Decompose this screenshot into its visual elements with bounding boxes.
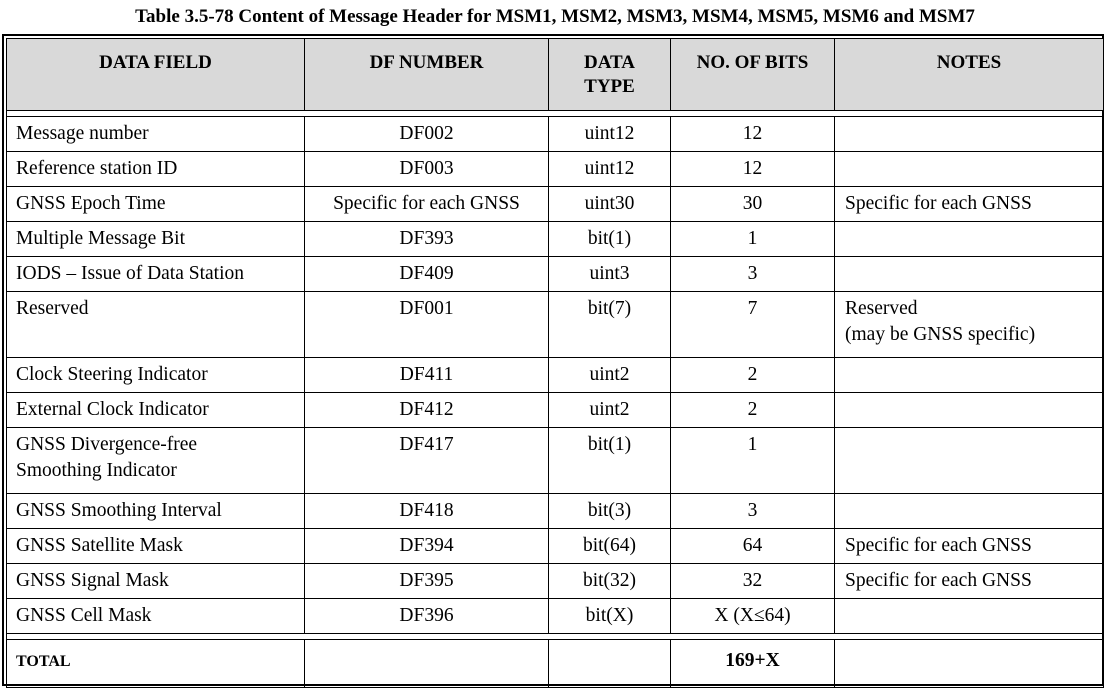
total-type xyxy=(549,640,671,688)
cell-df-number: DF417 xyxy=(305,428,549,494)
cell-data-field: Message number xyxy=(7,117,305,152)
table-row xyxy=(7,152,1104,187)
cell-data-type: bit(3) xyxy=(549,494,671,529)
table-row xyxy=(7,529,1104,564)
cell-notes xyxy=(835,222,1104,257)
cell-df-number: DF395 xyxy=(305,564,549,599)
cell-df-number: DF003 xyxy=(305,152,549,187)
cell-notes xyxy=(835,494,1104,529)
cell-df-number: DF409 xyxy=(305,257,549,292)
cell-data-field: Clock Steering Indicator xyxy=(7,358,305,393)
table-row xyxy=(7,292,1104,358)
table-caption: Table 3.5-78 Content of Message Header for MSM1, MSM2, MSM3, MSM4, MSM5, MSM6 and MSM7 xyxy=(135,6,975,27)
cell-notes xyxy=(835,599,1104,634)
cell-notes xyxy=(835,257,1104,292)
cell-data-field: Multiple Message Bit xyxy=(7,222,305,257)
cell-no-of-bits: 12 xyxy=(671,152,835,187)
cell-data-field: Reference station ID xyxy=(7,152,305,187)
table-row xyxy=(7,393,1104,428)
table-header-row xyxy=(7,39,1104,111)
table-row xyxy=(7,117,1104,152)
cell-data-type: bit(64) xyxy=(549,529,671,564)
cell-notes: Specific for each GNSS xyxy=(835,529,1104,564)
cell-data-type: uint12 xyxy=(549,152,671,187)
column-header-no-of-bits: NO. OF BITS xyxy=(671,39,835,111)
cell-df-number: Specific for each GNSS xyxy=(305,187,549,222)
cell-data-type: uint2 xyxy=(549,393,671,428)
cell-no-of-bits: 3 xyxy=(671,494,835,529)
cell-df-number: DF394 xyxy=(305,529,549,564)
cell-data-type: uint2 xyxy=(549,358,671,393)
cell-data-field: GNSS Epoch Time xyxy=(7,187,305,222)
table-row xyxy=(7,187,1104,222)
cell-notes xyxy=(835,117,1104,152)
cell-notes: Specific for each GNSS xyxy=(835,187,1104,222)
column-header-data-field: DATA FIELD xyxy=(7,39,305,111)
cell-data-type: bit(X) xyxy=(549,599,671,634)
cell-df-number: DF001 xyxy=(305,292,549,358)
cell-data-field: GNSS Cell Mask xyxy=(7,599,305,634)
table-row xyxy=(7,222,1104,257)
table-row xyxy=(7,564,1104,599)
cell-notes: Reserved (may be GNSS specific) xyxy=(835,292,1104,358)
cell-data-type: uint3 xyxy=(549,257,671,292)
message-header-table xyxy=(6,38,1104,688)
cell-data-field: GNSS Divergence-free Smoothing Indicator xyxy=(7,428,305,494)
cell-notes xyxy=(835,358,1104,393)
column-header-df-number: DF NUMBER xyxy=(305,39,549,111)
cell-df-number: DF393 xyxy=(305,222,549,257)
table-row xyxy=(7,599,1104,634)
cell-df-number: DF418 xyxy=(305,494,549,529)
table-row xyxy=(7,494,1104,529)
cell-data-field: External Clock Indicator xyxy=(7,393,305,428)
cell-data-type: uint12 xyxy=(549,117,671,152)
cell-data-type: bit(32) xyxy=(549,564,671,599)
cell-data-field: IODS – Issue of Data Station xyxy=(7,257,305,292)
column-header-notes: NOTES xyxy=(835,39,1104,111)
cell-no-of-bits: 32 xyxy=(671,564,835,599)
cell-notes xyxy=(835,428,1104,494)
cell-no-of-bits: 30 xyxy=(671,187,835,222)
total-label: TOTAL xyxy=(7,640,305,688)
cell-data-field: GNSS Satellite Mask xyxy=(7,529,305,564)
cell-data-type: bit(1) xyxy=(549,428,671,494)
cell-no-of-bits: 1 xyxy=(671,428,835,494)
table-body xyxy=(7,117,1104,634)
cell-data-field: GNSS Signal Mask xyxy=(7,564,305,599)
total-notes xyxy=(835,640,1104,688)
cell-df-number: DF412 xyxy=(305,393,549,428)
cell-no-of-bits: 12 xyxy=(671,117,835,152)
cell-no-of-bits: X (X≤64) xyxy=(671,599,835,634)
cell-df-number: DF002 xyxy=(305,117,549,152)
cell-notes: Specific for each GNSS xyxy=(835,564,1104,599)
column-header-data-type: DATA TYPE xyxy=(549,39,671,111)
cell-data-type: bit(7) xyxy=(549,292,671,358)
cell-data-field: Reserved xyxy=(7,292,305,358)
table-row xyxy=(7,358,1104,393)
cell-no-of-bits: 1 xyxy=(671,222,835,257)
table-row xyxy=(7,428,1104,494)
cell-no-of-bits: 3 xyxy=(671,257,835,292)
cell-no-of-bits: 2 xyxy=(671,358,835,393)
cell-data-field: GNSS Smoothing Interval xyxy=(7,494,305,529)
cell-notes xyxy=(835,152,1104,187)
cell-df-number: DF396 xyxy=(305,599,549,634)
cell-no-of-bits: 2 xyxy=(671,393,835,428)
cell-df-number: DF411 xyxy=(305,358,549,393)
total-row xyxy=(7,640,1104,688)
cell-data-type: bit(1) xyxy=(549,222,671,257)
cell-data-type: uint30 xyxy=(549,187,671,222)
table-row xyxy=(7,257,1104,292)
cell-no-of-bits: 7 xyxy=(671,292,835,358)
cell-notes xyxy=(835,393,1104,428)
total-df xyxy=(305,640,549,688)
cell-no-of-bits: 64 xyxy=(671,529,835,564)
total-bits: 169+X xyxy=(671,640,835,688)
